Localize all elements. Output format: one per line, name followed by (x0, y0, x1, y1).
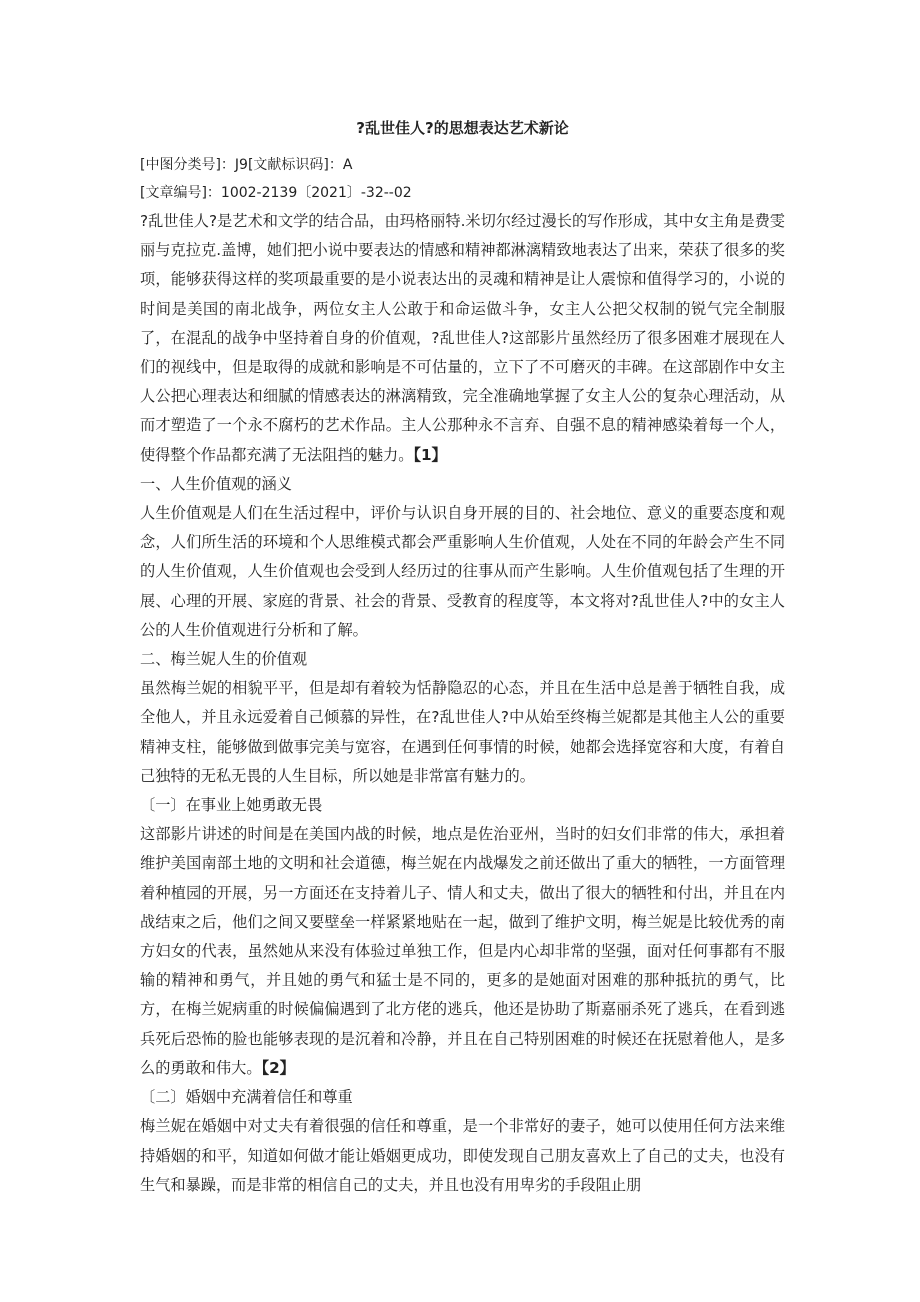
citation-2: 【2】 (261, 1058, 295, 1077)
intro-text: ?乱世佳人?是艺术和文学的结合品，由玛格丽特.米切尔经过漫长的写作形成，其中女主角是费雯丽与克拉克.盖博，她们把小说中要表达的情感和精神都淋漓精致地表达了出来，荣获了很多的奖项，能够获得这样的奖项最重要的是小说表达出的灵魂和精神是让人震惊和值得学习的，小说的时间是美国的南北战争，两位女主人公敢于和命运做斗争，女主人公把父权制的锐气完全制服了，在混乱的战争中坚持着自身的价值观，?乱世佳人?这部影片虽然经历了很多困难才展现在人们的视线中，但是取得的成就和影响是不可估量的，立下了不可磨灭的丰碑。在这部剧作中女主人公把心理表达和细腻的情感表达的淋漓精致，完全准确地掌握了女主人公的复杂心理活动，从而才塑造了一个永不腐朽的艺术作品。主人公那种永不言弃、自强不息的精神感染着每一个人，使得整个作品都充满了无法阻挡的魅力。 (140, 212, 785, 464)
subsection-2-heading: 〔二〕婚姻中充满着信任和尊重 (140, 1088, 353, 1107)
document-page (140, 113, 785, 1200)
section-1-paragraph: 人生价值观是人们在生活过程中，评价与认识自身开展的目的、社会地位、意义的重要态度和观念，人们所生活的环境和个人思维模式都会严重影响人生价值观，人处在不同的年龄会产生不同的人生价值观，人生价值观也会受到人经历过的往事从而产生影响。人生价值观包括了生理的开展、心理的开展、家庭的背景、社会的背景、受教育的程度等，本文将对?乱世佳人?中的女主人公的人生价值观进行分析和了解。 (140, 504, 785, 639)
subsection-1-paragraph (140, 820, 785, 1083)
document-title: ?乱世佳人?的思想表达艺术新论 (356, 119, 569, 137)
subsection-2-paragraph: 梅兰妮在婚姻中对丈夫有着很强的信任和尊重，是一个非常好的妻子，她可以使用任何方法来维持婚姻的和平，知道如何做才能让婚姻更成功，即使发现自己朋友喜欢上了自己的丈夫，也没有生气和暴躁，而是非常的相信自己的丈夫，并且也没有用卑劣的手段阻止朋 (140, 1117, 785, 1194)
subsection-1-heading: 〔一〕在事业上她勇敢无畏 (140, 796, 323, 815)
section-2-heading: 二、梅兰妮人生的价值观 (140, 650, 308, 669)
article-number-line: [文章编号]：1002-2139〔2021〕-32--02 (140, 185, 412, 201)
section-2-paragraph: 虽然梅兰妮的相貌平平，但是却有着较为恬静隐忍的心态，并且在生活中总是善于牺牲自我，成全他人，并且永远爱着自己倾慕的异性，在?乱世佳人?中从始至终梅兰妮都是其他主人公的重要精神支柱，能够做到做事完美与宽容，在遇到任何事情的时候，她都会选择宽容和大度，有着自己独特的无私无畏的人生目标，所以她是非常富有魅力的。 (140, 679, 785, 785)
classification-line: [中图分类号]：J9[文献标识码]：A (140, 157, 353, 173)
section-1-heading: 一、人生价值观的涵义 (140, 474, 292, 493)
citation-1: 【1】 (413, 445, 447, 464)
subsection-1-text: 这部影片讲述的时间是在美国内战的时候，地点是佐治亚州，当时的妇女们非常的伟大，承担着维护美国南部土地的文明和社会道德，梅兰妮在内战爆发之前还做出了重大的牺牲，一方面管理着种植园的开展，另一方面还在支持着儿子、情人和丈夫，做出了很大的牺牲和付出，并且在内战结束之后，他们之间又要壁垒一样紧紧地贴在一起，做到了维护文明，梅兰妮是比较优秀的南方妇女的代表，虽然她从来没有体验过单独工作，但是内心却非常的坚强，面对任何事都有不服输的精神和勇气，并且她的勇气和猛士是不同的，更多的是她面对困难的那种抵抗的勇气，比方，在梅兰妮病重的时候偏偏遇到了北方佬的逃兵，他还是协助了斯嘉丽杀死了逃兵，在看到逃兵死后恐怖的脸也能够表现的是沉着和冷静，并且在自己特别困难的时候还在抚慰着他人，是多么的勇敢和伟大。 (140, 825, 785, 1077)
intro-paragraph (140, 207, 785, 470)
